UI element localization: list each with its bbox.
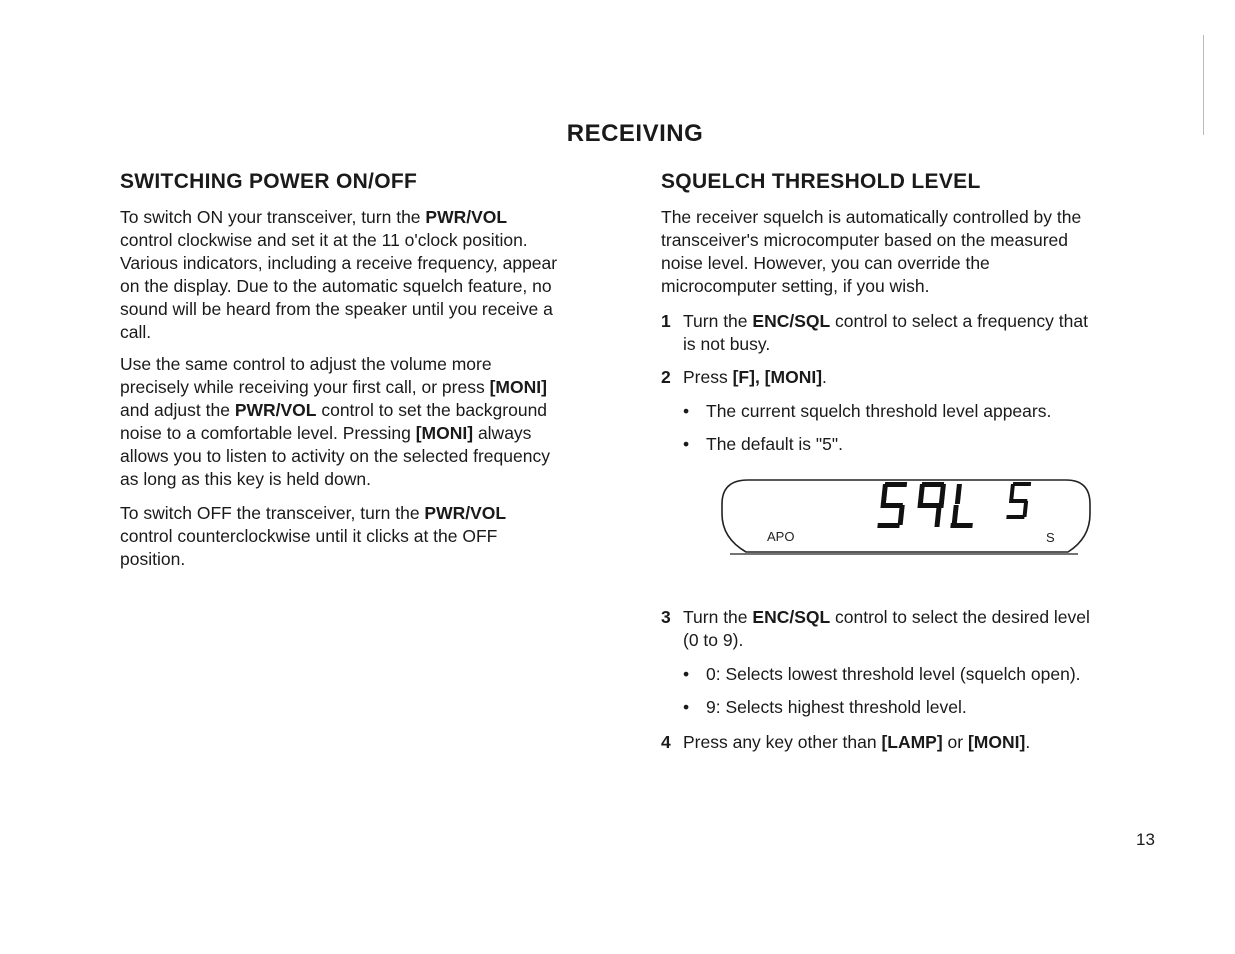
text-line: [120, 321, 557, 344]
bold-term: PWR/VOL: [234, 400, 317, 420]
lcd-display-illustration: [718, 474, 1096, 558]
text-run: transceiver's microcomputer based on the measured: [661, 230, 1069, 250]
step-3: [661, 606, 1181, 652]
text-line: [661, 252, 1081, 275]
bold-term: [MONI]: [415, 423, 474, 443]
text-line: [120, 399, 550, 422]
paragraph-switch-off: [120, 502, 506, 571]
text-line: [661, 206, 1081, 229]
text-run: control to select a frequency that: [830, 311, 1088, 331]
text-run: To switch ON your transceiver, turn the: [120, 207, 426, 227]
section-heading-power: SWITCHING POWER ON/OFF: [120, 170, 418, 193]
step-4: [661, 731, 1181, 754]
text-line: [120, 548, 506, 571]
text-line: [683, 310, 1088, 333]
step-text: [683, 366, 827, 389]
bold-term: [LAMP]: [881, 732, 943, 752]
text-line: [120, 353, 550, 376]
step-number: 3: [661, 607, 671, 627]
text-run: call.: [120, 322, 152, 342]
text-line: [661, 275, 1081, 298]
bold-term: ENC/SQL: [752, 311, 831, 331]
text-line: [120, 298, 557, 321]
bold-term: [F], [MONI]: [732, 367, 823, 387]
text-run: Turn the: [683, 607, 753, 627]
text-line: [120, 422, 550, 445]
text-run: control to set the background: [316, 400, 548, 420]
text-run: as long as this key is held down.: [120, 469, 371, 489]
text-line: [683, 731, 1030, 754]
step-number: 2: [661, 367, 671, 387]
text-run: always: [473, 423, 532, 443]
text-line: [120, 525, 506, 548]
step-text: [683, 310, 1088, 356]
lcd-label-s: S: [1046, 530, 1055, 545]
text-run: control to select the desired level: [830, 607, 1090, 627]
text-run: position.: [120, 549, 186, 569]
text-run: control counterclockwise until it clicks at the OFF: [120, 526, 498, 546]
text-run: Press: [683, 367, 733, 387]
text-line: [661, 229, 1081, 252]
text-run: allows you to listen to activity on the selected frequency: [120, 446, 550, 466]
text-run: and adjust the: [120, 400, 235, 420]
text-run: or: [942, 732, 968, 752]
text-run: noise level. However, you can override the: [661, 253, 990, 273]
lcd-char-s: [877, 482, 907, 528]
text-line: [120, 468, 550, 491]
bullet-item: • 9: Selects highest threshold level.: [683, 697, 967, 717]
bullet-item: • 0: Selects lowest threshold level (squelch open).: [683, 664, 1081, 684]
text-line: [120, 376, 550, 399]
step-number: 1: [661, 311, 671, 331]
step-2: [661, 366, 1181, 389]
text-run: Use the same control to adjust the volume more: [120, 354, 492, 374]
text-run: on the display. Due to the automatic squelch feature, no: [120, 276, 552, 296]
text-line: [120, 229, 557, 252]
page-number: 13: [1136, 830, 1155, 849]
lcd-char-q: [917, 482, 946, 527]
text-line: [683, 333, 1088, 356]
text-run: To switch OFF the transceiver, turn the: [120, 503, 425, 523]
lcd-char-l: [950, 484, 973, 528]
bold-term: PWR/VOL: [424, 503, 507, 523]
text-run: noise to a comfortable level. Pressing: [120, 423, 416, 443]
text-line: [120, 206, 557, 229]
text-run: precisely while receiving your first call, or press: [120, 377, 490, 397]
lcd-display: [718, 474, 1096, 558]
paragraph-squelch-intro: [661, 206, 1081, 298]
text-line: [120, 275, 557, 298]
text-run: is not busy.: [683, 334, 771, 354]
lcd-label-apo: APO: [767, 529, 795, 544]
text-line: [683, 366, 827, 389]
text-line: [120, 502, 506, 525]
text-run: .: [1025, 732, 1031, 752]
text-run: control clockwise and set it at the 11 o'clock position.: [120, 230, 528, 250]
bold-term: [MONI]: [489, 377, 547, 397]
text-run: microcomputer setting, if you wish.: [661, 276, 930, 296]
lcd-char-5: [1006, 482, 1031, 519]
bullet-item: • The current squelch threshold level appears.: [683, 401, 1052, 421]
step-text: [683, 606, 1090, 652]
text-run: (0 to 9).: [683, 630, 744, 650]
section-heading-squelch: SQUELCH THRESHOLD LEVEL: [661, 170, 981, 193]
text-line: [120, 252, 557, 275]
step-1: [661, 310, 1181, 356]
bold-term: ENC/SQL: [752, 607, 831, 627]
text-run: Press any key other than: [683, 732, 882, 752]
page-title: RECEIVING: [566, 120, 704, 147]
text-run: Various indicators, including a receive frequency, appear: [120, 253, 558, 273]
text-run: .: [822, 367, 827, 387]
text-line: [683, 629, 1090, 652]
text-line: [120, 445, 550, 468]
text-run: sound will be heard from the speaker until you receive a: [120, 299, 553, 319]
bullet-item: • The default is "5".: [683, 434, 843, 454]
step-number: 4: [661, 732, 671, 752]
bold-term: PWR/VOL: [425, 207, 508, 227]
bold-term: [MONI]: [967, 732, 1026, 752]
text-run: Turn the: [683, 311, 753, 331]
paragraph-volume: [120, 353, 550, 491]
text-run: The receiver squelch is automatically controlled by the: [661, 207, 1082, 227]
text-line: [683, 606, 1090, 629]
paragraph-switch-on: [120, 206, 557, 344]
step-text: [683, 731, 1030, 754]
